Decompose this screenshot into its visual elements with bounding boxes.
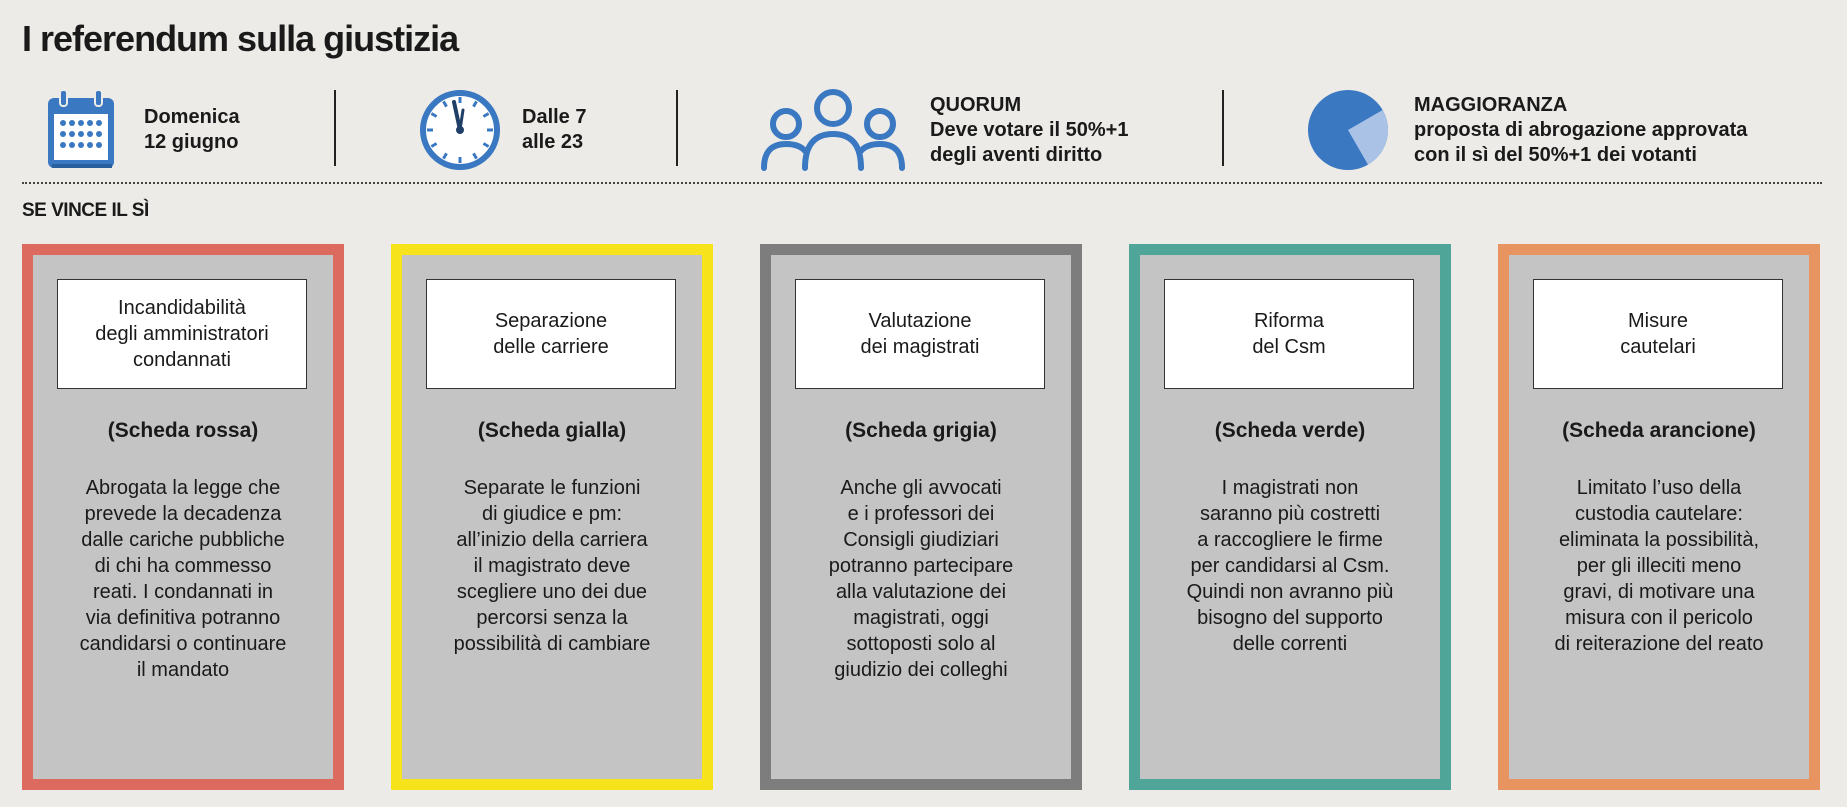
- ballot-card-description-line: per candidarsi al Csm.: [1190, 555, 1390, 577]
- ballot-card-color-tag: (Scheda arancione): [1562, 419, 1756, 442]
- ballot-card-description-line: Quindi non avranno più: [1186, 581, 1394, 603]
- info-date-line: Domenica: [144, 106, 240, 128]
- info-quorum-line: QUORUM: [930, 93, 1022, 116]
- ballot-card-description: [1150, 475, 1430, 657]
- clock-icon: [418, 88, 502, 172]
- ballot-card-description-line: saranno più costretti: [1199, 503, 1381, 525]
- ballot-card-description-line: Abrogata la legge che: [85, 477, 281, 499]
- ballot-card-description-line: scegliere uno dei due: [456, 581, 648, 603]
- ballot-card-heading: [795, 279, 1045, 389]
- ballot-card-color-tag: (Scheda rossa): [107, 419, 259, 442]
- ballot-card-description: [1519, 475, 1799, 657]
- ballot-card-description-line: Consigli giudiziari: [843, 529, 999, 551]
- ballot-card-description-line: misura con il pericolo: [1565, 607, 1753, 629]
- ballot-card-description-line: il magistrato deve: [473, 555, 631, 577]
- ballot-card-heading-line: Incandidabilità: [118, 297, 246, 319]
- info-row: [22, 80, 1822, 180]
- info-majority-line: con il sì del 50%+1 dei votanti: [1414, 143, 1697, 166]
- ballot-card-description: [43, 475, 323, 683]
- info-quorum-line: Deve votare il 50%+1: [930, 118, 1129, 141]
- info-quorum-line: degli aventi diritto: [930, 143, 1103, 166]
- ballot-card-description-line: di chi ha commesso: [94, 555, 272, 577]
- section-label: SE VINCE IL SÌ: [22, 200, 149, 221]
- people-icon: [760, 88, 906, 172]
- ballot-card-description-line: il mandato: [136, 659, 230, 681]
- ballot-card: [1129, 244, 1451, 790]
- info-date: [44, 80, 240, 180]
- ballot-card: [760, 244, 1082, 790]
- ballot-card-heading-line: cautelari: [1620, 336, 1696, 358]
- ballot-card-description-line: a raccogliere le firme: [1197, 529, 1383, 551]
- ballot-card-description-line: eliminata la possibilità,: [1558, 529, 1760, 551]
- ballot-card: [391, 244, 713, 790]
- ballot-card-description-line: reati. I condannati in: [92, 581, 274, 603]
- ballot-card-description-line: custodia cautelare:: [1575, 503, 1743, 525]
- divider: [676, 90, 678, 166]
- ballot-card-description-line: prevede la decadenza: [84, 503, 282, 525]
- ballot-card-description-line: magistrati, oggi: [853, 607, 989, 629]
- ballot-card-description: [412, 475, 692, 657]
- info-hours: [418, 80, 586, 180]
- ballot-card-description-line: bisogno del supporto: [1197, 607, 1383, 629]
- info-hours-line: alle 23: [522, 131, 584, 153]
- ballot-card-description-line: potranno partecipare: [828, 555, 1014, 577]
- ballot-card-description-line: percorsi senza la: [476, 607, 628, 629]
- ballot-card-heading: [426, 279, 676, 389]
- ballot-card-description-line: Separate le funzioni: [463, 477, 641, 499]
- ballot-card-description-line: all’inizio della carriera: [456, 529, 648, 551]
- ballot-card-description-line: per gli illeciti meno: [1576, 555, 1742, 577]
- ballot-card-color-tag: (Scheda grigia): [845, 419, 997, 442]
- info-hours-line: Dalle 7: [522, 106, 587, 128]
- ballot-card-description-line: possibilità di cambiare: [453, 633, 651, 655]
- section-separator: [22, 182, 1822, 184]
- ballot-card-heading-line: degli amministratori: [95, 323, 269, 345]
- info-quorum: [760, 80, 1128, 180]
- ballot-card-heading-line: Separazione: [494, 310, 608, 332]
- info-majority-line: MAGGIORANZA: [1414, 93, 1568, 116]
- info-majority: [1306, 80, 1747, 180]
- ballot-card-description: [781, 475, 1061, 683]
- page-title: I referendum sulla giustizia: [22, 18, 459, 59]
- calendar-icon: [44, 88, 118, 172]
- ballot-card-color-tag: (Scheda gialla): [477, 419, 627, 442]
- ballot-card-description-line: candidarsi o continuare: [79, 633, 287, 655]
- ballot-card-heading-line: condannati: [133, 349, 231, 371]
- ballot-card-description-line: I magistrati non: [1221, 477, 1359, 499]
- ballot-card-description-line: giudizio dei colleghi: [834, 659, 1008, 681]
- ballot-card-description-line: delle correnti: [1232, 633, 1348, 655]
- ballot-card-heading-line: Misure: [1627, 310, 1688, 332]
- ballot-card-heading: [1164, 279, 1414, 389]
- ballot-card-heading-line: dei magistrati: [860, 336, 980, 358]
- ballot-card-description-line: Anche gli avvocati: [840, 477, 1002, 499]
- ballot-card-description-line: gravi, di motivare una: [1563, 581, 1755, 603]
- ballot-card-description-line: dalle cariche pubbliche: [81, 529, 285, 551]
- pie-chart-icon: [1306, 88, 1390, 172]
- divider: [1222, 90, 1224, 166]
- ballot-card-description-line: sottoposti solo al: [846, 633, 996, 655]
- ballot-card-heading-line: del Csm: [1252, 336, 1326, 358]
- ballot-card-description-line: e i professori dei: [847, 503, 995, 525]
- ballot-card-color-tag: (Scheda verde): [1214, 419, 1366, 442]
- info-date-line: 12 giugno: [144, 131, 239, 153]
- ballot-card-description-line: alla valutazione dei: [835, 581, 1007, 603]
- divider: [334, 90, 336, 166]
- ballot-card-heading-line: Riforma: [1253, 310, 1324, 332]
- ballot-card: [1498, 244, 1820, 790]
- info-majority-line: proposta di abrogazione approvata: [1414, 118, 1748, 141]
- ballot-card-description-line: via definitiva potranno: [85, 607, 281, 629]
- ballot-card-heading: [1533, 279, 1783, 389]
- ballot-card-heading-line: delle carriere: [493, 336, 609, 358]
- ballot-card-description-line: di giudice e pm:: [481, 503, 623, 525]
- ballot-card-description-line: Limitato l’uso della: [1576, 477, 1742, 499]
- ballot-card: [22, 244, 344, 790]
- ballot-card-heading-line: Valutazione: [868, 310, 972, 332]
- ballot-card-description-line: di reiterazione del reato: [1554, 633, 1764, 655]
- ballot-card-heading: [57, 279, 307, 389]
